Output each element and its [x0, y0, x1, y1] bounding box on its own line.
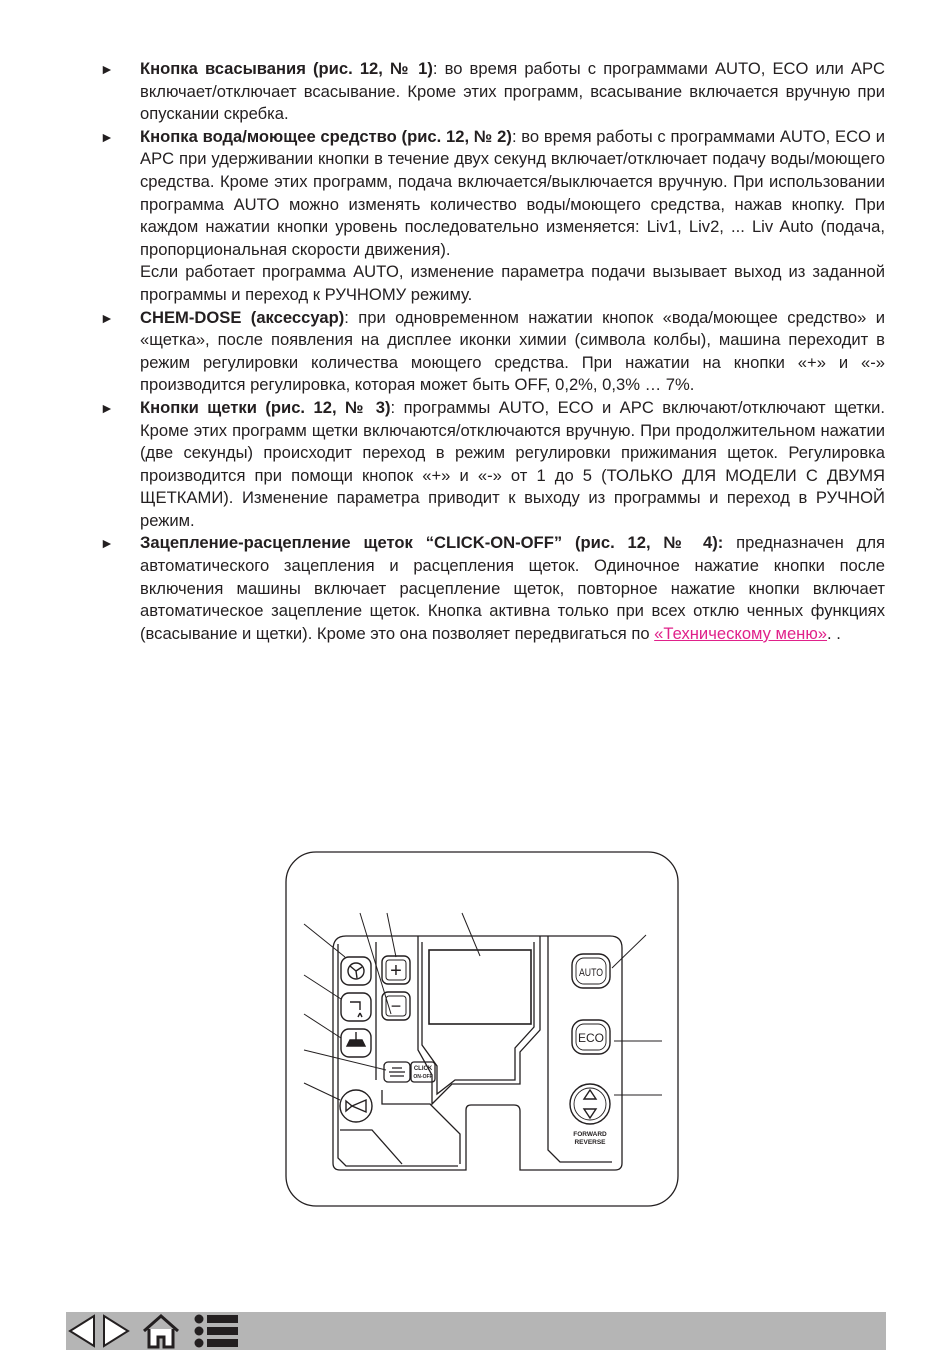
item-text: : во время работы с программами AUTO, ECO или APC включает/отключает всасывание. Кроме этих программ, всасывание включается вручную при опускании скребка.: [140, 59, 886, 124]
click-label: CLICK: [413, 1066, 433, 1072]
reverse-label: REVERSE: [574, 1139, 606, 1146]
panel-lower-left: [340, 1130, 402, 1164]
display-screen: [429, 950, 531, 1024]
item-text: : во время работы с программами AUTO, ECO и APC при удерживании кнопки в течение двух секунд включает/отключает подачу воды/моющего средства. Кроме этих программ, подача включается/выключается вручную. При использовании программа AUTO можно изменять количество воды/моющего средства, нажав кнопку. При каждом нажатии кнопки уровень последовательно изменяется: Liv1, Liv2, ... Liv Auto (подача, пропорциональная скорости движения).: [140, 126, 885, 259]
arrow-down-icon: [584, 1109, 596, 1118]
item-title: Кнопка вода/моющее средство (рис. 12, № 2): [140, 126, 512, 146]
on-off-label: ON-OFF: [413, 1074, 433, 1080]
item-title: Кнопка всасывания (рис. 12, № 1): [140, 59, 433, 78]
instruction-list: [100, 58, 885, 645]
item-paragraph: [140, 126, 885, 262]
item-paragraph: [140, 532, 885, 645]
minus-label: −: [390, 996, 402, 1016]
horn-icon: [346, 1100, 366, 1112]
plus-label: +: [390, 960, 402, 982]
item-text: : при одновременном нажатии кнопок «вода/моющее средство» и «щетка», после появления на дисплее иконки химии (символа колбы), машина переходит в режим регулировки количества моющего средства. При нажатии на кнопки «+» и «-» производится регулировка, которая может быть OFF, 0,2%, 0,3% … 7%.: [140, 307, 885, 395]
water-button[interactable]: [341, 993, 371, 1021]
callout-lines: [304, 913, 662, 1100]
list-item-chem-dose: [100, 307, 885, 397]
item-paragraph: [140, 58, 885, 126]
prev-arrow-icon[interactable]: [66, 1312, 98, 1350]
suction-button[interactable]: [341, 957, 371, 985]
fan-icon-blades: [350, 966, 362, 978]
next-arrow-icon[interactable]: [100, 1312, 132, 1350]
bullet-icon: ►: [100, 128, 114, 145]
item-title: Зацепление-расцепление щеток “CLICK-ON-OFF” (рис. 12, № 4):: [140, 533, 724, 553]
item-title: CHEM-DOSE (аксессуар): [140, 307, 345, 327]
horn-button[interactable]: [340, 1090, 372, 1122]
list-item-brushes: [100, 397, 885, 533]
brush-icon: [347, 1032, 365, 1046]
arrow-up-icon: [584, 1090, 596, 1099]
list-item-suction: [100, 58, 885, 126]
forward-reverse-button[interactable]: [570, 1084, 610, 1124]
bullet-icon: ►: [100, 535, 114, 552]
item-title: Кнопки щетки (рис. 12, № 3): [140, 397, 391, 417]
item-tail: . .: [827, 623, 841, 643]
home-icon[interactable]: [140, 1312, 182, 1350]
bullet-icon: ►: [100, 309, 114, 326]
auto-label: AUTO: [579, 967, 604, 979]
item-paragraph: [140, 397, 885, 533]
item-text: предназначен для автоматического зацепления и расцепления щеток. Одиночное нажатие кнопки после включения машины включает расцепление щеток, повторное нажатие кнопки включает автоматическое зацепление щеток. Кнопка активна только при всех отклю ченных функциях (всасывание и щетки). Кроме это она позволяет передвигаться по: [140, 533, 885, 643]
figure-frame: [286, 852, 678, 1206]
display-recess: [418, 936, 540, 1104]
item-extra-paragraph: Если работает программа AUTO, изменение параметра подачи вызывает выход из заданной программы и переход к РУЧНОМУ режиму.: [140, 262, 885, 304]
brush-button[interactable]: [341, 1029, 371, 1057]
item-text: : программы AUTO, ECO и APC включают/отключают щетки. Кроме этих программ щетки включаются/отключаются вручную. При продолжительном нажатии (две секунды) происходит переход в режим регулировки прижимания щеток. Регулировка производится при помощи кнопок «+» и «-» от 1 до 5 (ТОЛЬКО ДЛЯ МОДЕЛИ С ДВУМЯ ЩЕТКАМИ). Изменение параметра приводит к выходу из программы и переход в РУЧНОЙ режим.: [140, 397, 885, 530]
footer-bar: [66, 1312, 886, 1350]
technical-menu-link[interactable]: «Техническому меню»: [654, 623, 828, 643]
bullet-icon: ►: [100, 399, 114, 416]
item-paragraph: [140, 307, 885, 397]
display-recess-inner: [422, 942, 534, 1094]
forward-label: FORWARD: [573, 1131, 607, 1138]
water-tap-icon: [350, 1002, 362, 1017]
panel-lower-left-2: [382, 1090, 460, 1164]
list-item-click-on-off: [100, 532, 885, 645]
bullet-icon: ►: [100, 61, 114, 77]
list-item-water: [100, 126, 885, 307]
brush-unit-icon: [389, 1068, 405, 1076]
eco-label: ECO: [577, 1031, 605, 1045]
menu-list-icon[interactable]: [190, 1312, 240, 1350]
